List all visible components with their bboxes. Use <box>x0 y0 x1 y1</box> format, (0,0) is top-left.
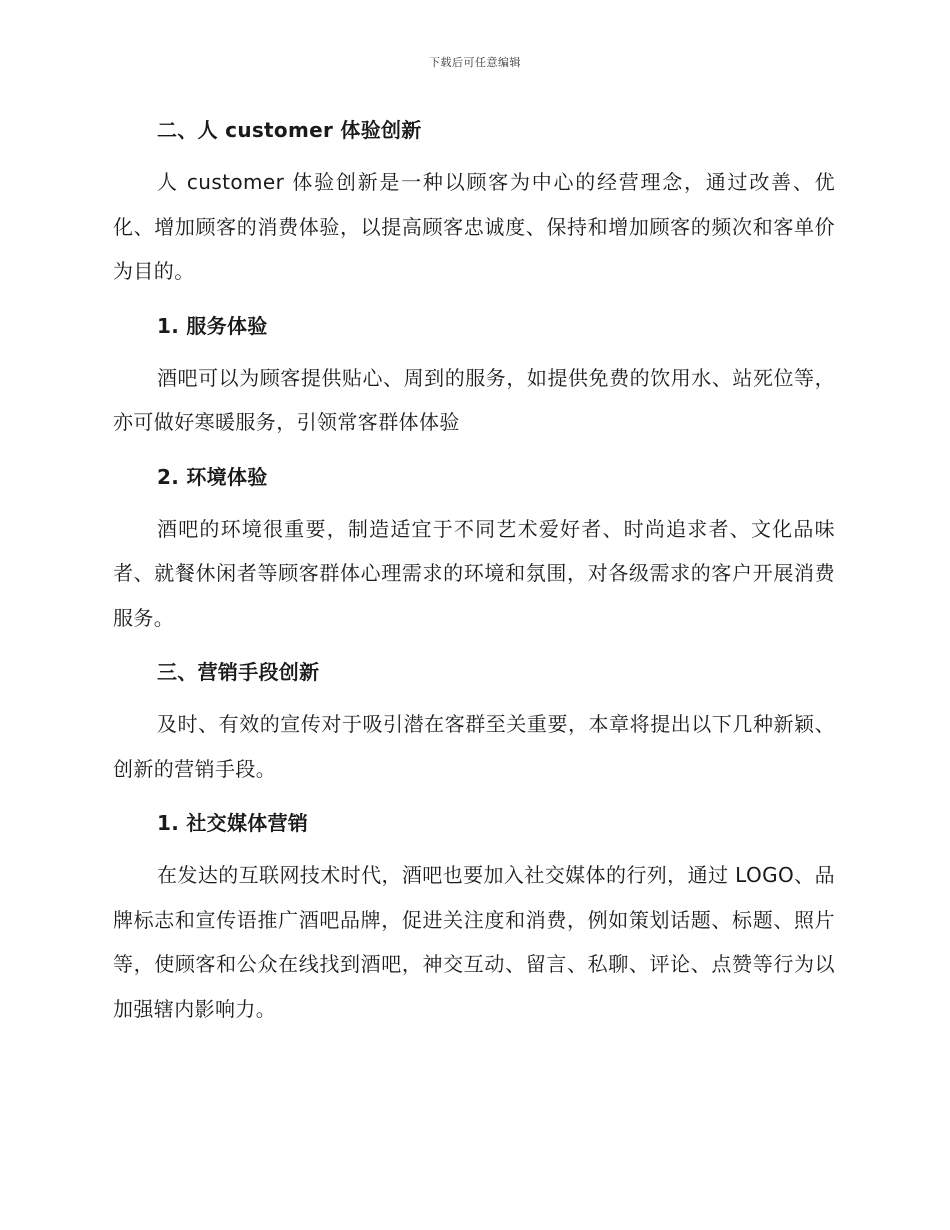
paragraph-service-experience: 酒吧可以为顾客提供贴心、周到的服务，如提供免费的饮用水、站死位等，亦可做好寒暖服务，引领常客群体体验 <box>113 365 835 434</box>
subheading-service-experience: 1. 服务体验 <box>157 313 268 338</box>
subheading-social-media-marketing: 1. 社交媒体营销 <box>157 811 309 835</box>
section-heading-marketing-innovation: 三、营销手段创新 <box>157 660 320 684</box>
document-body <box>113 108 835 1031</box>
paragraph-social-media-marketing: 在发达的互联网技术时代，酒吧也要加入社交媒体的行列，通过 LOGO、品牌标志和宣传语推广酒吧品牌，促进关注度和消费，例如策划话题、标题、照片等，使顾客和公众在线找到酒吧，神交互动、留言、私聊、评论、点赞等行为以加强辖内影响力。 <box>113 863 835 1021</box>
subheading-environment-experience: 2. 环境体验 <box>157 464 268 489</box>
page-header: 下载后可任意编辑 <box>429 56 521 69</box>
paragraph-marketing-intro: 及时、有效的宣传对于吸引潜在客群至关重要，本章将提出以下几种新颖、创新的营销手段。 <box>113 712 835 781</box>
paragraph-environment-experience: 酒吧的环境很重要，制造适宜于不同艺术爱好者、时尚追求者、文化品味者、就餐休闲者等顾客群体心理需求的环境和氛围，对各级需求的客户开展消费服务。 <box>113 516 835 630</box>
paragraph-customer-experience-intro: 人 customer 体验创新是一种以顾客为中心的经营理念，通过改善、优化、增加顾客的消费体验，以提高顾客忠诚度、保持和增加顾客的频次和客单价为目的。 <box>113 170 835 283</box>
section-heading-customer-experience: 二、人 customer 体验创新 <box>157 118 422 142</box>
